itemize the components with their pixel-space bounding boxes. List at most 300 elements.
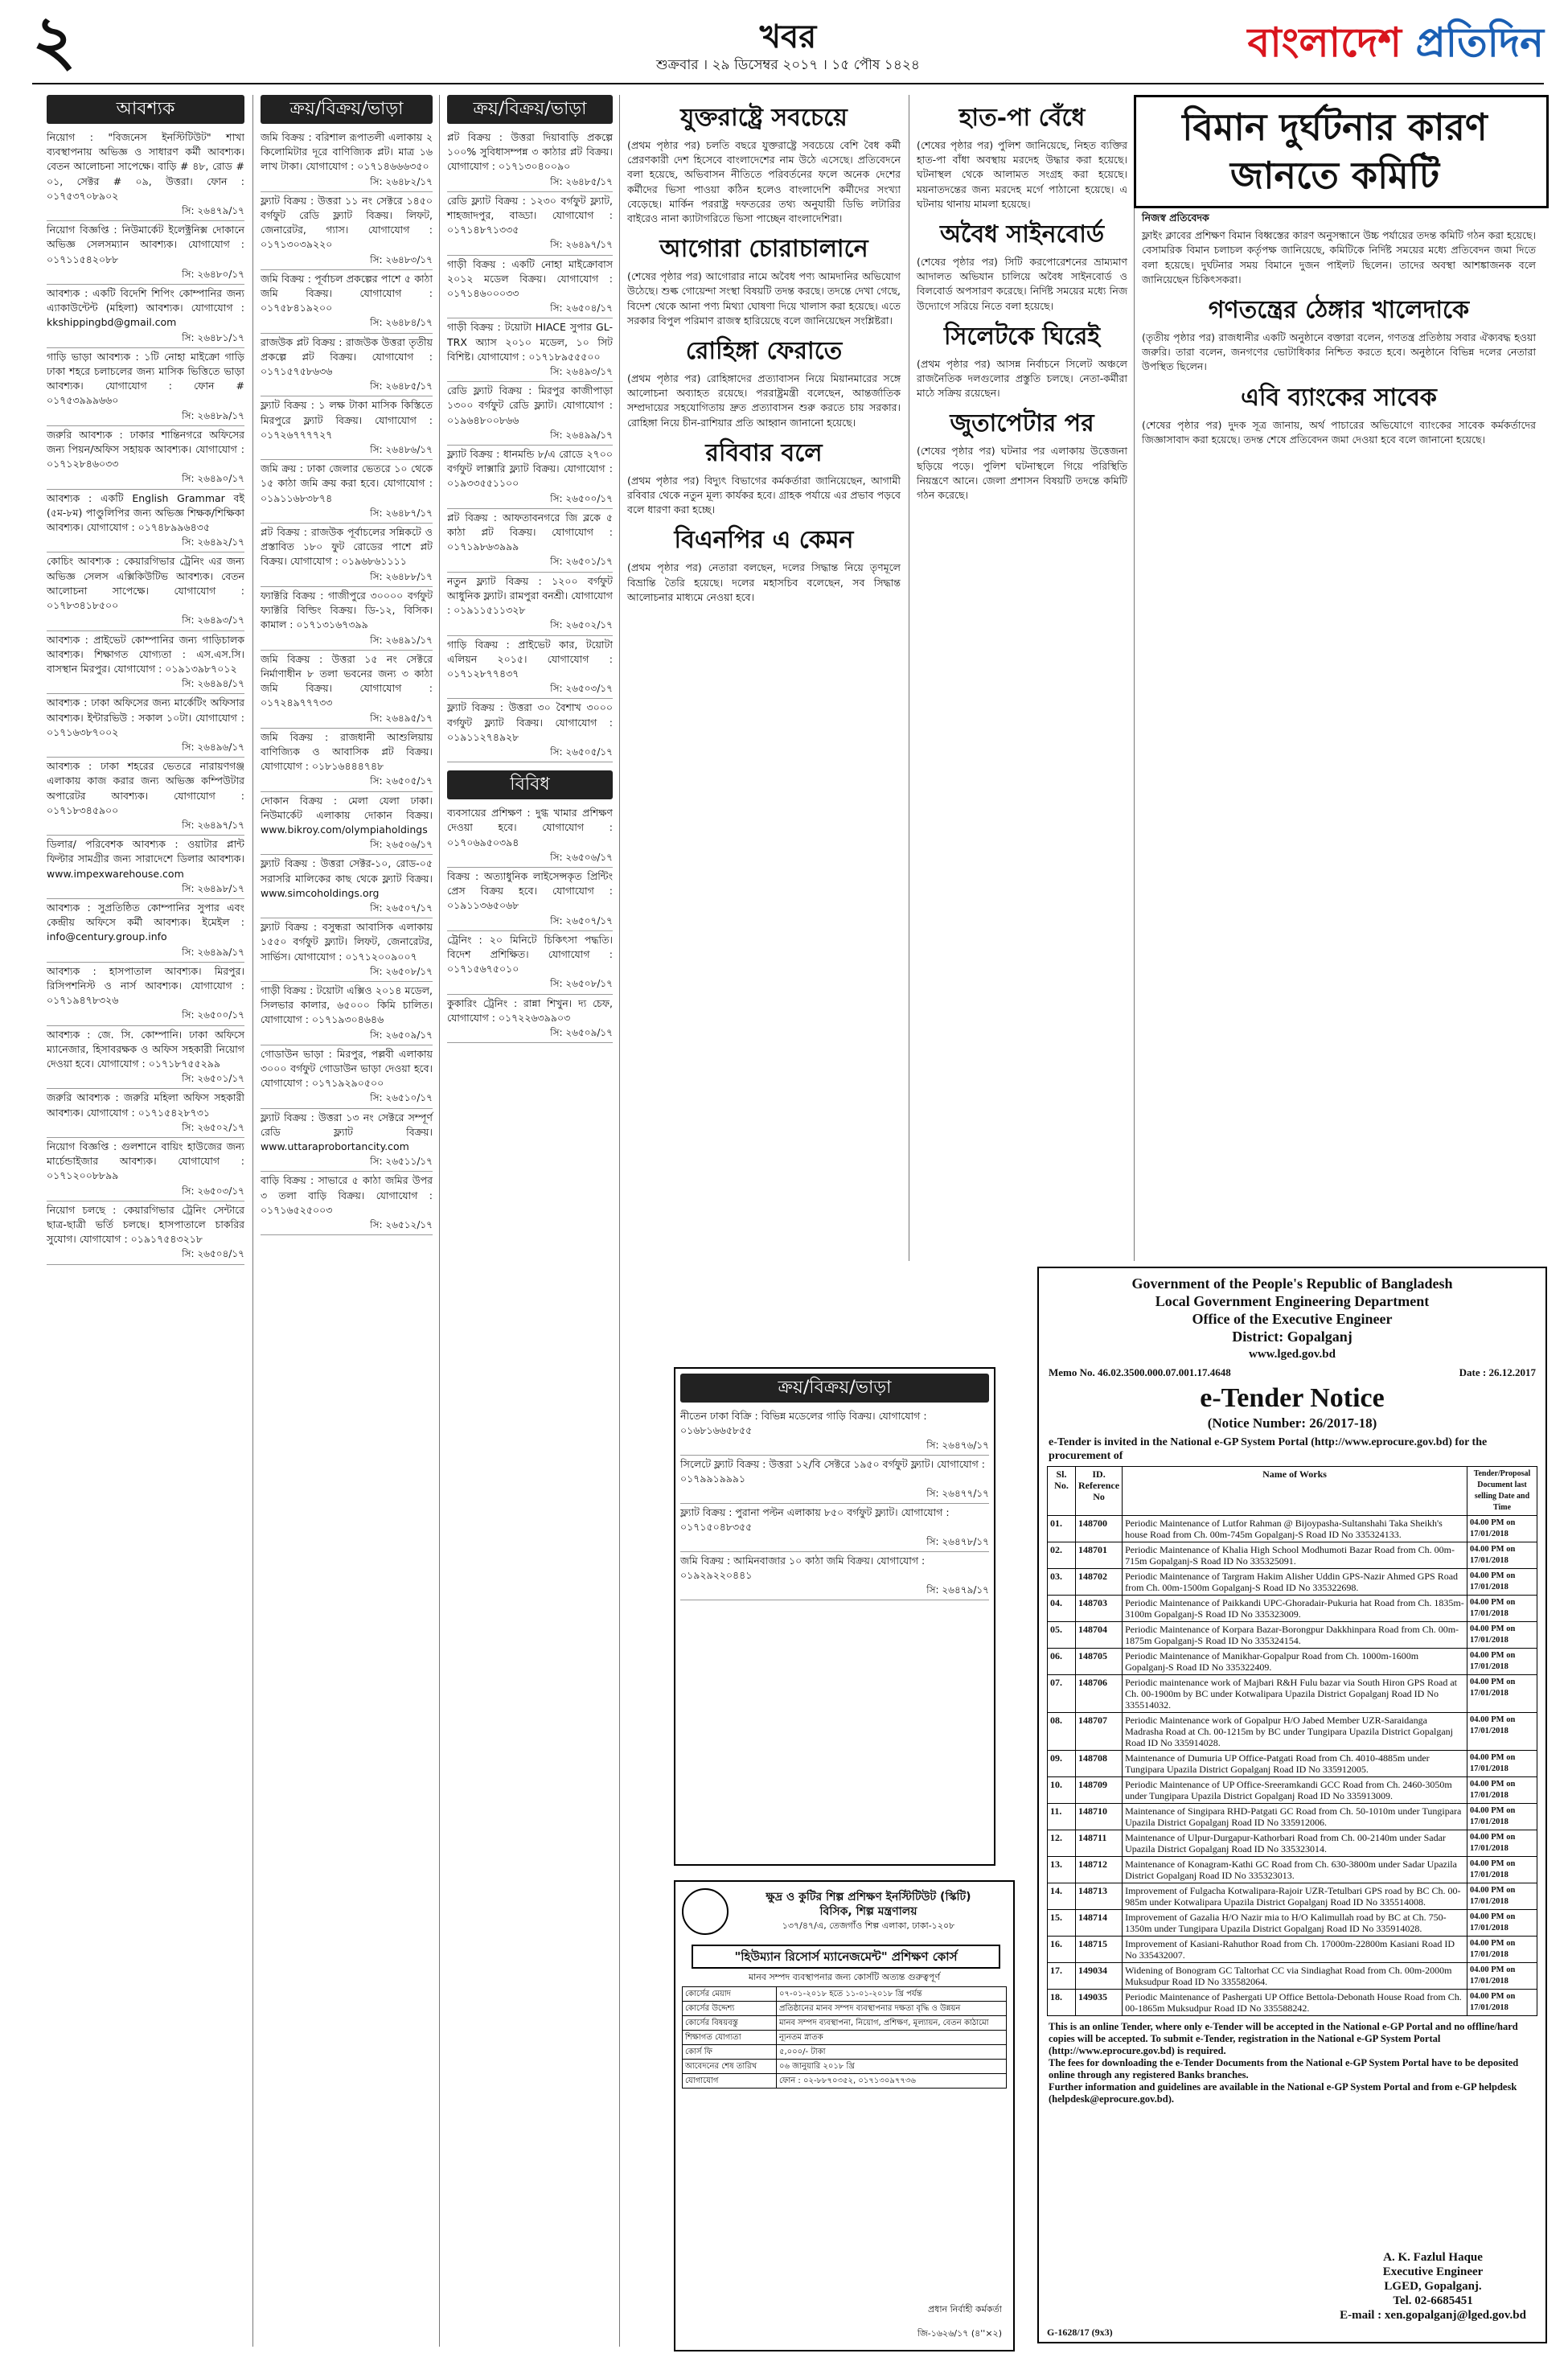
office-name: Office of the Executive Engineer (1192, 1311, 1393, 1327)
section-heading-buy-sell: ক্রয়/বিক্রয়/ভাড়া (261, 95, 433, 124)
cell-date: 04.00 PM on 17/01/2018 (1467, 1596, 1537, 1622)
classified-ad (47, 490, 244, 553)
column-divider (252, 95, 253, 2347)
col-header-name: Name of Works (1123, 1467, 1467, 1516)
tender-intro: e-Tender is invited in the National e-GP System Portal (http://www.eprocure.gov.bd) for the procurement of (1049, 1436, 1488, 1462)
cell-name: Maintenance of Singipara RHD-Patgati GC Road from Ch. 50-1010m under Tungipara Upazila District Gopalganj Road ID No 335912006. (1123, 1804, 1467, 1830)
section-heading-wanted: আবশ্যক (47, 95, 244, 124)
cell-date: 04.00 PM on 17/01/2018 (1467, 1910, 1537, 1937)
cell-sl: 13. (1048, 1857, 1076, 1883)
cell-date: 04.00 PM on 17/01/2018 (1467, 1963, 1537, 1990)
classified-text: আবশ্যক : হাসপাতাল আবশ্যক। মিরপুর। রিসিপশনিস্ট ও নার্স আবশ্যক। যোগাযোগ : ০১৭১৯৪৭৮৩২৬ (47, 964, 244, 1007)
table-row (683, 2045, 1007, 2060)
classified-ref: সি: ২৬৪৮৪/১৭ (370, 317, 433, 329)
classified-text: দোকান বিক্রয় : মেলা যেলা ঢাকা। নিউমার্কেট এলাকায় দোকান বিক্রয়। www.bikroy.com/olympiaholdings (261, 794, 433, 836)
cell-id: 148713 (1076, 1883, 1123, 1910)
institute-logo (682, 1888, 729, 1935)
classified-text: ফ্ল্যাট বিক্রয় : ১ লক্ষ টাকা মাসিক কিস্তিতে মিরপুরে ফ্ল্যাট বিক্রয়। যোগাযোগ : ০১৭২৬৭৭৭৭২৭ (261, 399, 433, 441)
classified-ad (447, 804, 613, 868)
section-title: খবর (759, 18, 817, 55)
classified-text: নীতেন ঢাকা বিক্রি : বিভিন্ন মডেলের গাড়ি বিক্রয়। যোগাযোগ : ০১৬৮১৬৬৫৮৫৫ (680, 1410, 927, 1436)
classified-ad (47, 836, 244, 899)
classified-ref: সি: ২৬৪৯২/১৭ (182, 536, 244, 548)
cell-date: 04.00 PM on 17/01/2018 (1467, 1777, 1537, 1804)
classified-ref: সি: ২৬৫০৫/১৭ (550, 745, 613, 758)
cell-id: 148701 (1076, 1542, 1123, 1569)
news-body: (প্রথম পৃষ্ঠার পর) বিদ্যুৎ বিভাগের কর্মকর্তারা জানিয়েছেন, আগামী রবিবার থেকে নতুন মূল্য কার্যকর হবে। গ্রাহক পর্যায়ে এর প্রভাব পড়বে বলে ধারণা করা হচ্ছে। (627, 474, 901, 516)
news-body: (তৃতীয় পৃষ্ঠার পর) রাজধানীর একটি অনুষ্ঠানে বক্তারা বলেন, গণতন্ত্র প্রতিষ্ঠায় সবার ঐক্যবদ্ধ হওয়া জরুরি। তারা বলেন, জনগণের ভোটাধিকার নিশ্চিত করতে হবে। অনুষ্ঠানে বিভিন্ন দলের নেতারা উপস্থিত ছিলেন। (1142, 331, 1536, 373)
cell-id: 148715 (1076, 1937, 1123, 1963)
cell-date: 04.00 PM on 17/01/2018 (1467, 1937, 1537, 1963)
classified-text: গাড়ী বিক্রয় : টয়োটা HIACE সুপার GL-TRX অ্যাস ২০১০ মডেল, ১০ সিট বিশিষ্ট। যোগাযোগ : ০১৭১৮৯৫৫৫০০ (447, 321, 613, 363)
classified-ad (680, 1407, 989, 1456)
classified-ref: সি: ২৬৫১২/১৭ (370, 1219, 433, 1231)
ad-code: G-1628/17 (9x3) (1047, 2327, 1113, 2338)
cell-id: 148702 (1076, 1569, 1123, 1596)
classified-text: প্লট বিক্রয় : আফতাবনগরে জি ব্লকে ৫ কাঠা প্লট বিক্রয়। যোগাযোগ : ০১৭১৯৮৬৩৯৯৯ (447, 511, 613, 553)
classified-ref: সি: ২৬৪৯৫/১৭ (370, 712, 433, 724)
memo-line (1039, 1363, 1545, 1382)
classified-ref: সি: ২৬৫০২/১৭ (182, 1121, 244, 1133)
classified-ad (47, 899, 244, 963)
classified-ref: সি: ২৬৪৯৩/১৭ (550, 366, 613, 378)
classified-ref: সি: ২৬৫০২/১৭ (550, 619, 613, 631)
dept-name: Local Government Engineering Department (1155, 1293, 1430, 1309)
cell-date: 04.00 PM on 17/01/2018 (1467, 1883, 1537, 1910)
classified-text: ফ্ল্যাট বিক্রয় : উত্তরা সেক্টর-১০, রোড-০৫ সরাসরি মালিকের কাছ থেকে ফ্ল্যাট বিক্রয়। www.simcoholdings.org (261, 857, 433, 899)
cell-date: 04.00 PM on 17/01/2018 (1467, 1622, 1537, 1649)
classified-ref: সি: ২৬৫০১/১৭ (550, 556, 613, 568)
news-headline: জুতাপেটার পর (950, 409, 1094, 438)
row-label: কোর্স ফি (683, 2045, 777, 2060)
classified-ref: সি: ২৬৪৯৬/১৭ (182, 741, 244, 753)
training-course-ad (674, 1880, 1015, 2351)
classified-list (447, 804, 613, 1043)
signatory-name: A. K. Fazlul Haque (1383, 2251, 1483, 2264)
classified-text: ফ্ল্যাট বিক্রয় : পুরানা পল্টন এলাকায় ৮৫০ বর্গফুট ফ্ল্যাট। যোগাযোগ : ০১৭১৫০৪৮৩৫৫ (680, 1506, 950, 1533)
cell-sl: 01. (1048, 1516, 1076, 1542)
table-row (1048, 1937, 1537, 1963)
classified-list (447, 129, 613, 762)
cell-name: Maintenance of Dumuria UP Office-Patgati Road from Ch. 4010-4885m under Tungipara Upazila District Gopalganj Road ID No 335912005. (1123, 1751, 1467, 1777)
news-headline: অবৈধ সাইনবোর্ড (939, 220, 1105, 249)
cell-sl: 15. (1048, 1910, 1076, 1937)
classified-ad (447, 192, 613, 256)
memo-date: Date : 26.12.2017 (1459, 1366, 1536, 1378)
signatory-office: LGED, Gopalganj. (1384, 2280, 1482, 2293)
cell-name: Periodic Maintenance of Pashergati UP Office Bettola-Debonath House Road from Ch. 00-1865m Muksudpur Road ID No 335588242. (1123, 1990, 1467, 2016)
classified-ad (261, 982, 433, 1045)
cell-date: 04.00 PM on 17/01/2018 (1467, 1569, 1537, 1596)
table-row (1048, 1883, 1537, 1910)
logo-part-1: বাংলাদেশ (1247, 18, 1416, 66)
classified-list (680, 1407, 989, 1600)
news-headline: রোহিঙ্গা ফেরাতে (685, 337, 843, 366)
classified-text: জমি বিক্রয় : বরিশাল রূপাতলী এলাকায় ২ কিলোমিটার দূরে বাণিজ্যিক প্লট। মাত্র ১৬ লাখ টাকা। যোগাযোগ : ০১৭১৪৬৬৬৩৫০ (261, 131, 433, 173)
row-value: ০৭-০১-২০১৮ হতে ১১-০১-২০১৮ খ্রি পর্যন্ত (777, 1987, 1007, 2002)
classified-ref: সি: ২৬৫০৬/১৭ (550, 851, 613, 863)
classified-ad (447, 931, 613, 995)
institute-address: ১৩৭/৪৭/এ, তেজগাঁও শিল্প এলাকা, ঢাকা-১২০৮ (782, 1920, 955, 1931)
classified-text: আবশ্যক : সুপ্রতিষ্ঠিত কোম্পানির সুপার এবং কেন্দ্রীয় অফিসে কর্মী আবশ্যক। ইমেইল : info@century.group.info (47, 901, 244, 943)
e-tender-notice (1037, 1267, 1547, 2343)
issue-date: শুক্রবার । ২৯ ডিসেম্বর ২০১৭ । ১৫ পৌষ ১৪২৪ (656, 57, 920, 73)
section-heading-buy-sell: ক্রয়/বিক্রয়/ভাড়া (447, 95, 613, 124)
website[interactable]: www.lged.gov.bd (1249, 1348, 1336, 1361)
news-headline: গণতন্ত্রের ঠেঙ্গার খালেদাকে (1208, 296, 1470, 325)
classified-ref: সি: ২৬৪৮৮/১৭ (370, 570, 433, 582)
classified-text: ফ্ল্যাট বিক্রয় : উত্তরা ১৩ নং সেক্টরে সম্পূর্ণ রেডি ফ্ল্যাট বিক্রয়। www.uttaraprobortancity.com (261, 1111, 433, 1152)
table-row (1048, 1649, 1537, 1675)
classified-text: জমি বিক্রয় : পূর্বাচল প্রকল্পের পাশে ৫ কাঠা জমি বিক্রয়। যোগাযোগ : ০১৭৫৮৪১৯২০০ (261, 272, 433, 314)
news-headline: যুক্তরাষ্ট্রে সবচেয়ে (680, 104, 848, 132)
table-row (1048, 1542, 1537, 1569)
classified-text: সিলেটে ফ্ল্যাট বিক্রয় : উত্তরা ১২/বি সেক্টরে ১৯৫০ বর্গফুট ফ্ল্যাট। যোগাযোগ : ০১৭৯৯১৯৯৯১ (680, 1458, 985, 1485)
ad-title (732, 1890, 1005, 1933)
ad-signature: প্রধান নির্বাহী কর্মকর্তা (927, 2304, 1002, 2314)
classified-ref: সি: ২৬৪৮২/১৭ (370, 175, 433, 187)
table-row (1048, 1910, 1537, 1937)
course-subtitle: মানব সম্পদ ব্যবস্থাপনার জন্য কোর্সটি অত্যন্ত গুরুত্বপূর্ণ (749, 1972, 940, 1982)
news-body: (প্রথম পৃষ্ঠার পর) চলতি বছরে যুক্তরাষ্ট্রে সবচেয়ে বেশি বৈধ কর্মী প্রেরণকারী দেশ হিসেবে বাংলাদেশের নাম উঠে এসেছে। প্রতিবেদনে বলা হয়েছে, অভিবাসন নীতিতে পরিবর্তনের ফলে অনেক দেশের কর্মীদের ভিসা পাওয়া কঠিন হলেও বাংলাদেশি কর্মীদের সংখ্যা বেড়েছে। মার্কিন পররাষ্ট্র দফতরের তথ্য অনুযায়ী ডিভি লটারির বাইরেও নানা ক্যাটাগরিতে ভিসা পাচ্ছেন বাংলাদেশিরা। (627, 139, 901, 225)
news-body: (প্রথম পৃষ্ঠার পর) আসন্ন নির্বাচনে সিলেট অঞ্চলে রাজনৈতিক দলগুলোর প্রস্তুতি চলছে। নেতা-কর্মীরা মাঠে সক্রিয় রয়েছেন। (917, 357, 1127, 400)
row-label: শিক্ষাগত যোগ্যতা (683, 2031, 777, 2045)
classified-ref: সি: ২৬৪৮৭/১৭ (370, 507, 433, 519)
classified-text: রেডি ফ্ল্যাট বিক্রয় : ১২৩০ বর্গফুট ফ্ল্যাট, শাহজাদপুর, বাড্ডা। যোগাযোগ : ০১৭১৪৮৭১৩৩৫ (447, 194, 613, 236)
lead-headline: বিমান দুর্ঘটনার কারণ জানতে কমিটি (1182, 105, 1488, 197)
classified-ref: সি: ২৬৫০৭/১৭ (370, 902, 433, 914)
classified-ad (680, 1504, 989, 1552)
classified-ad (261, 1172, 433, 1235)
classified-column-1 (47, 95, 244, 1265)
classified-text: ফ্ল্যাট বিক্রয় : ধানমন্ডি ৮/এ রোডে ২৭০০ বর্গফুট লাক্সারি ফ্ল্যাট বিক্রয়। যোগাযোগ : ০১৯৩৩৫৫১১০০ (447, 448, 613, 490)
table-row (1048, 1804, 1537, 1830)
row-label: কোর্সের উদ্দেশ্য (683, 2002, 777, 2016)
classified-ad (261, 270, 433, 334)
classified-ad (47, 1138, 244, 1201)
row-value: প্রতিষ্ঠানের মানব সম্পদ ব্যবস্থাপনার দক্ষতা বৃদ্ধি ও উন্নয়ন (777, 2002, 1007, 2016)
classified-ad (261, 129, 433, 192)
classified-ref: সি: ২৬৫০৪/১৭ (550, 302, 613, 314)
classified-column-3 (447, 95, 613, 1043)
classified-ref: সি: ২৬৪৯৩/১৭ (182, 614, 244, 626)
classified-ref: সি: ২৬৪৮৫/১৭ (550, 175, 613, 187)
table-row (683, 1987, 1007, 2002)
table-row (683, 2016, 1007, 2031)
cell-sl: 12. (1048, 1830, 1076, 1857)
cell-name: Maintenance of Konagram-Kathi GC Road from Ch. 630-3800m under Sadar Upazila District Gopalganj Road ID No 335323013. (1123, 1857, 1467, 1883)
news-headline: হাত-পা বেঁধে (958, 104, 1086, 132)
news-body: (প্রথম পৃষ্ঠার পর) রোহিঙ্গাদের প্রত্যাবাসন নিয়ে মিয়ানমারের সঙ্গে আলোচনা অব্যাহত রয়েছে। পররাষ্ট্রমন্ত্রী বলেছেন, আন্তর্জাতিক সম্প্রদায়ের সহযোগিতায় দ্রুত প্রত্যাবাসন শুরু করতে চায় সরকার। রোহিঙ্গা নিয়ে চীন-রাশিয়ার প্রতি আহ্বান জানানো হয়েছে। (627, 372, 901, 429)
section-heading-misc: বিবিধ (447, 770, 613, 799)
cell-sl: 02. (1048, 1542, 1076, 1569)
classified-text: আবশ্যক : ঢাকা অফিসের জন্য মার্কেটিং অফিসার আবশ্যক। ইন্টারভিউ : সকাল ১০টা। যোগাযোগ : ০১৭১৬৩৮৭০০২ (47, 696, 244, 738)
classified-ad (47, 1026, 244, 1090)
cell-sl: 07. (1048, 1675, 1076, 1713)
classified-ad (47, 221, 244, 285)
news-headline: বিএনপির এ কেমন (674, 526, 854, 555)
notice-title: e-Tender Notice (1200, 1383, 1385, 1413)
cell-name: Periodic Maintenance of Lutfor Rahman @ Bijoypasha-Sultanshahi Taka Sheikh's house Road from Ch. 00m-745m Gopalganj-S Road ID No 335324133. (1123, 1516, 1467, 1542)
classified-ref: সি: ২৬৫০৪/১৭ (182, 1248, 244, 1260)
cell-name: Periodic Maintenance of Paikkandi UPC-Ghoradair-Pukuria hat Road from Ch. 1835m-3100m Gopalganj-S Road ID No 335323009. (1123, 1596, 1467, 1622)
classified-ad (447, 636, 613, 700)
classified-ref: সি: ২৬৪৯৮/১৭ (182, 882, 244, 894)
classified-ad (447, 446, 613, 509)
classified-ref: সি: ২৬৫০৭/১৭ (550, 914, 613, 926)
classified-text: কুকারিং ট্রেনিং : রান্না শিখুন। দ্য চেফ, যোগাযোগ : ০১৭২২৬৩৯৯০৩ (447, 996, 613, 1024)
classified-text: ফ্ল্যাট বিক্রয় : বসুন্ধরা আবাসিক এলাকায় ১৫৫০ বর্গফুট ফ্ল্যাট। লিফট, জেনারেটর, সার্ভিস। যোগাযোগ : ০১৭১২০০৯০০৭ (261, 921, 433, 963)
classified-text: নিয়োগ বিজ্ঞপ্তি : গুলশানে বায়িং হাউজের জন্য মার্চেন্ডাইজার আবশ্যক। যোগাযোগ : ০১৭১২০০৮৮৯৯ (47, 1140, 244, 1182)
classified-ref: সি: ২৬৪৮৬/১৭ (370, 444, 433, 456)
classified-ad (447, 382, 613, 446)
table-row (1048, 1830, 1537, 1857)
column-divider (619, 95, 620, 2347)
classified-ad (447, 509, 613, 573)
row-label: কোর্সের মেয়াদ (683, 1987, 777, 2002)
classified-text: জরুরি আবশ্যক : ঢাকার শান্তিনগরে অফিসের জন্য পিয়ন/অফিস সহায়ক আবশ্যক। যোগাযোগ : ০১৭১২৮৪৬০৩৩ (47, 428, 244, 470)
row-value: মানব সম্পদ ব্যবস্থাপনা, নিয়োগ, প্রশিক্ষণ, মূল্যায়ন, বেতন কাঠামো (777, 2016, 1007, 2031)
classified-ad (261, 1109, 433, 1173)
news-column-3 (1142, 211, 1536, 450)
cell-date: 04.00 PM on 17/01/2018 (1467, 1713, 1537, 1751)
news-body: (শেষের পৃষ্ঠার পর) পুলিশ জানিয়েছে, নিহত ব্যক্তির হাত-পা বাঁধা অবস্থায় মরদেহ উদ্ধার করা হয়েছে। ঘটনাস্থল থেকে আলামত সংগ্রহ করা হয়েছে। ময়নাতদন্তের জন্য মরদেহ মর্গে পাঠানো হয়েছে। এ ঘটনায় থানায় মামলা হয়েছে। (917, 139, 1127, 210)
cell-date: 04.00 PM on 17/01/2018 (1467, 1675, 1537, 1713)
cell-id: 148714 (1076, 1910, 1123, 1937)
masthead (32, 0, 1544, 84)
classified-text: নিয়োগ চলছে : কেয়ারগিভার ট্রেনিং সেন্টারে ছাত্র-ছাত্রী ভর্তি চলছে। হাসপাতালে চাকরির সুযোগ। যোগাযোগ : ০১৯১৭৫৪৩২১৮ (47, 1203, 244, 1246)
news-column-1 (627, 95, 901, 608)
classified-ref: সি: ২৬৪৯৯/১৭ (182, 946, 244, 958)
row-value: ৫,০০০/- টাকা (777, 2045, 1007, 2060)
classified-text: ট্রেনিং : ২০ মিনিটে চিকিৎসা পদ্ধতি। বিদেশ প্রশিক্ষিত। যোগাযোগ : ০১৭১৫৬৭৫০১০ (447, 933, 613, 975)
cell-date: 04.00 PM on 17/01/2018 (1467, 1542, 1537, 1569)
classified-ad (447, 129, 613, 192)
cell-sl: 16. (1048, 1937, 1076, 1963)
classified-text: প্লট বিক্রয় : উত্তরা দিয়াবাড়ি প্রকল্পে ১০০% সুবিধাসম্পন্ন ৩ কাঠার প্লট বিক্রয়। যোগাযোগ : ০১৭১৩০৪০০৯০ (447, 131, 613, 173)
classified-text: আবশ্যক : প্রাইভেট কোম্পানির জন্য গাড়িচালক আবশ্যক। শিক্ষাগত যোগ্যতা : এস.এস.সি। বাসস্থান মিরপুর। যোগাযোগ : ০১৯১৩৯৮৭০১২ (47, 633, 244, 675)
classified-text: গাড়ী বিক্রয় : একটি নোহা মাইক্রোবাস ২০১২ মডেল বিক্রয়। যোগাযোগ : ০১৭১৪৬০০০৩৩ (447, 257, 613, 300)
classified-ad (47, 694, 244, 758)
classified-ref: সি: ২৬৫০৩/১৭ (550, 683, 613, 695)
cell-name: Periodic Maintenance of Targram Hakim Alisher Uddin GPS-Nazir Ahmed GPS Road from Ch. 00m-1500m Gopalganj-S Road ID No 335322698. (1123, 1569, 1467, 1596)
tender-note: This is an online Tender, where only e-Tender will be accepted in the National e-GP Portal and no offline/hard copies will be accepted. To submit e-Tender, registration in the National e-GP System Portal (http://www.eprocure.gov.bd) is required. (1049, 2021, 1518, 2056)
classified-text: গাড়ী বিক্রয় : টয়োটা এক্সিও ২০১৪ মডেল, সিলভার কালার, ৬৫০০০ কিমি চালিত। যোগাযোগ : ০১৭১৯৩০৪৬৪৬ (261, 984, 433, 1026)
course-details-table (682, 1986, 1007, 2089)
classified-ref: সি: ২৬৪৮১/১৭ (182, 331, 244, 343)
classified-text: আবশ্যক : একটি বিদেশি শিপিং কোম্পানির জন্য এ্যাকাউন্টেন্ট (মহিলা) আবশ্যক। যোগাযোগ : kkshippingbd@gmail.com (47, 287, 244, 329)
classified-ref: সি: ২৬৫১১/১৭ (370, 1156, 433, 1168)
classified-ad (47, 426, 244, 490)
cell-name: Periodic maintenance work of Majbari R&H Fulu bazar via South Hiron GPS Road at Ch. 00-1900m by BC under Kotwalipara Upazila District Gopalganj Road ID No 335514032. (1123, 1675, 1467, 1713)
classified-list (47, 129, 244, 1265)
cell-id: 148712 (1076, 1857, 1123, 1883)
classified-text: আবশ্যক : জে. সি. কোম্পানি। ঢাকা অফিসে ম্যানেজার, হিসাবরক্ষক ও অফিস সহকারী নিয়োগ দেওয়া হবে। যোগাযোগ : ০১৭১৮৭৫৫২৯৯ (47, 1028, 244, 1070)
classified-text: কোচিং আবশ্যক : কেয়ারগিভার ট্রেনিং এর জন্য অভিজ্ঞ সেলস এক্সিকিউটিভ আবশ্যক। বেতন আলোচনা সাপেক্ষে। যোগাযোগ : ০১৭৮৩৪১৮৫০০ (47, 555, 244, 612)
logo-part-2: প্রতিদিন (1415, 18, 1544, 66)
classified-ref: সি: ২৬৫০৯/১৭ (550, 1026, 613, 1038)
tender-notes (1039, 2016, 1545, 2105)
classified-ref: সি: ২৬৪৭৬/১৭ (926, 1440, 989, 1451)
cell-name: Widening of Bonogram GC Taltorhat CC via Sindiaghat Road from Ch. 00m-2000m Muksudpur Road ID No 335582064. (1123, 1963, 1467, 1990)
col-header-sl: Sl. No. (1048, 1467, 1076, 1516)
classified-ref: সি: ২৬৫০৯/১৭ (370, 1029, 433, 1041)
page-number: ২ (32, 0, 76, 80)
col-header-id: ID. Reference No (1076, 1467, 1123, 1516)
ad-code: জি-১৬২৬/১৭ (৪''×২) (917, 2328, 1002, 2339)
classified-text: রেডি ফ্ল্যাট বিক্রয় : মিরপুর কাজীপাড়া ১৩০০ বর্গফুট রেডি ফ্ল্যাট। যোগাযোগ : ০১৯৬৪৮০০৮৬৬ (447, 384, 613, 426)
table-row (1048, 1516, 1537, 1542)
classified-ad (261, 587, 433, 651)
cell-sl: 18. (1048, 1990, 1076, 2016)
classified-ad (47, 758, 244, 836)
cell-id: 148706 (1076, 1675, 1123, 1713)
classified-text: গাড়ি ভাড়া আবশ্যক : ১টি নোহা মাইক্রো গাড়ি ঢাকা শহরে চলাচলের জন্য মাসিক ভিত্তিতে ভাড়া আবশ্যক। যোগাযোগ : ফোন # ০১৭৫৩৯৯৯৬৬০ (47, 350, 244, 407)
cell-sl: 17. (1048, 1963, 1076, 1990)
signatory-email[interactable]: E-mail : xen.gopalganj@lged.gov.bd (1340, 2309, 1526, 2322)
memo-number: Memo No. 46.02.3500.000.07.001.17.4648 (1049, 1366, 1231, 1378)
column-divider (1134, 95, 1135, 1261)
classified-ref: সি: ২৬৫০৬/১৭ (370, 839, 433, 851)
classified-ad (47, 129, 244, 221)
table-row (1048, 1675, 1537, 1713)
classified-ref: সি: ২৬৫০১/১৭ (182, 1073, 244, 1085)
news-headline: এবি ব্যাংকের সাবেক (1241, 383, 1437, 412)
cell-name: Improvement of Gazalia H/O Nazir mia to H/O Kalimullah road by BC at Ch. 750-1350m under Tungipara Upazila District Gopalganj Road ID No 335914028. (1123, 1910, 1467, 1937)
cell-sl: 08. (1048, 1713, 1076, 1751)
gov-name: Government of the People's Republic of Bangladesh (1131, 1275, 1453, 1292)
classified-ref: সি: ২৬৫১০/১৭ (370, 1092, 433, 1104)
cell-id: 149035 (1076, 1990, 1123, 2016)
news-body: (প্রথম পৃষ্ঠার পর) নেতারা বলছেন, দলের সিদ্ধান্ত নিয়ে তৃণমূলে বিভ্রান্তি তৈরি হয়েছে। দলের মহাসচিব বলেছেন, সব সিদ্ধান্ত আলোচনার মাধ্যমে নেওয়া হবে। (627, 561, 901, 603)
classified-ad (261, 1045, 433, 1109)
cell-name: Periodic Maintenance work of Gopalpur H/O Jabed Member UZR-Saraidanga Madrasha Road at Ch. 00-1215m by BC under Tungipara Upazila District Gopalganj Road ID No 335914028. (1123, 1713, 1467, 1751)
cell-date: 04.00 PM on 17/01/2018 (1467, 1751, 1537, 1777)
classified-ad (680, 1552, 989, 1600)
cell-sl: 14. (1048, 1883, 1076, 1910)
classified-ref: সি: ২৬৫০০/১৭ (182, 1009, 244, 1021)
classified-ad (47, 348, 244, 426)
column-divider (439, 95, 440, 2347)
classified-ref: সি: ২৬৪৭৯/১৭ (182, 205, 244, 217)
tender-note: Further information and guidelines are available in the National e-GP System Portal and from e-GP helpdesk (helpdesk@eprocure.gov.bd). (1049, 2081, 1517, 2105)
classified-text: নতুন ফ্ল্যাট বিক্রয় : ১২০০ বর্গফুট আধুনিক ফ্ল্যাট। রামপুরা বনশ্রী। যোগাযোগ : ০১৯১১৫১১৩২৮ (447, 574, 613, 617)
classified-ref: সি: ২৬৪৮৫/১৭ (370, 380, 433, 392)
cell-sl: 03. (1048, 1569, 1076, 1596)
classified-ad (261, 396, 433, 460)
classified-ad (447, 573, 613, 636)
table-row (683, 2060, 1007, 2074)
classified-ref: সি: ২৬৪৯৭/১৭ (550, 239, 613, 251)
cell-date: 04.00 PM on 17/01/2018 (1467, 1516, 1537, 1542)
cell-id: 148700 (1076, 1516, 1123, 1542)
signatory-title: Executive Engineer (1382, 2265, 1484, 2278)
classified-ref: সি: ২৬৫০৮/১৭ (370, 965, 433, 977)
classified-text: বাড়ি বিক্রয় : সাভারে ৫ কাঠা জমির উপর ৩ তলা বাড়ি বিক্রয়। যোগাযোগ : ০১৭১৬৫২৫০০৩ (261, 1174, 433, 1216)
table-row (1048, 1777, 1537, 1804)
classified-ad (47, 285, 244, 348)
cell-name: Periodic Maintenance of Manikhar-Gopalpur Road from Ch. 1000m-1600m Gopalganj-S Road ID No 335322409. (1123, 1649, 1467, 1675)
cell-date: 04.00 PM on 17/01/2018 (1467, 1649, 1537, 1675)
classified-ref: সি: ২৬৪৯০/১৭ (182, 473, 244, 485)
section-heading-buy-sell: ক্রয়/বিক্রয়/ভাড়া (680, 1374, 989, 1403)
table-row (1048, 1622, 1537, 1649)
classified-ad (261, 334, 433, 397)
classified-text: ব্যবসায়ের প্রশিক্ষণ : দুগ্ধ খামার প্রশিক্ষণ দেওয়া হবে। যোগাযোগ : ০১৭০৬৯৫০৩৯৪ (447, 807, 613, 848)
classified-text: গাড়ি বিক্রয় : প্রাইভেট কার, টয়োটা এলিয়ন ২০১৫। যোগাযোগ : ০১৭১২৮৭৭৪৩৭ (447, 638, 613, 680)
table-row (1048, 1713, 1537, 1751)
classified-ad (261, 524, 433, 587)
row-label: যোগাযোগ (683, 2074, 777, 2089)
classified-ref: সি: ২৬৪৮৯/১৭ (182, 409, 244, 421)
classified-ref: সি: ২৬৪৯১/১৭ (370, 634, 433, 646)
institute-name: ক্ষুদ্র ও কুটির শিল্প প্রশিক্ষণ ইনস্টিটিউট (স্কিটি) (766, 1891, 971, 1904)
classified-ref: সি: ২৬৪৭৭/১৭ (926, 1488, 989, 1499)
cell-name: Maintenance of Ulpur-Durgapur-Kathorbari Road from Ch. 00-2140m under Sadar Upazila District Gopalganj Road ID No 335323014. (1123, 1830, 1467, 1857)
works-table (1047, 1466, 1537, 2016)
table-row (1048, 1857, 1537, 1883)
classified-ad (447, 995, 613, 1044)
table-row (1048, 1963, 1537, 1990)
news-headline: আগোরা চোরাচালানে (659, 235, 868, 264)
notice-number: (Notice Number: 26/2017-18) (1207, 1415, 1377, 1431)
cell-id: 148708 (1076, 1751, 1123, 1777)
cell-date: 04.00 PM on 17/01/2018 (1467, 1830, 1537, 1857)
signature-block (1340, 2250, 1526, 2323)
classified-column-2 (261, 95, 433, 1235)
classified-ref: সি: ২৬৫০৩/১৭ (182, 1185, 244, 1197)
classified-ad (261, 855, 433, 918)
classified-text: জমি বিক্রয় : আমিনবাজার ১০ কাঠা জমি বিক্রয়। যোগাযোগ : ০১৯২৯২২০৪৪১ (680, 1555, 926, 1581)
classified-ref: সি: ২৬৪৯৭/১৭ (182, 819, 244, 831)
classified-text: ফ্ল্যাট বিক্রয় : উত্তরা ৩০ বৈশাখ ৩০০০ বর্গফুট ফ্ল্যাট বিক্রয়। যোগাযোগ : ০১৯১১২৭৪৯২৮ (447, 701, 613, 743)
classified-ad (261, 651, 433, 729)
classified-text: নিয়োগ বিজ্ঞপ্তি : নিউমার্কেট ইলেক্ট্রনিক্স দোকানে অভিজ্ঞ সেলসম্যান আবশ্যক। যোগাযোগ : ০১৭১১৫৪২০৮৮ (47, 224, 244, 265)
row-label: কোর্সের বিষয়বস্তু (683, 2016, 777, 2031)
cell-name: Improvement of Kasiani-Rahuthor Road from Ch. 17000m-22800m Kasiani Road ID No 335432007. (1123, 1937, 1467, 1963)
classified-ad (47, 1089, 244, 1138)
classified-text: জরুরি আবশ্যক : জরুরি মহিলা অফিস সহকারী আবশ্যক। যোগাযোগ : ০১৭১৫৪২৮৭৩১ (47, 1091, 244, 1119)
cell-id: 148711 (1076, 1830, 1123, 1857)
col-header-date: Tender/Proposal Document last selling Date and Time (1467, 1467, 1537, 1516)
classified-ref: সি: ২৬৫০০/১৭ (550, 492, 613, 504)
classified-text: ফ্ল্যাট বিক্রয় : উত্তরা ১১ নং সেক্টরে ১৪৫০ বর্গফুট রেডি ফ্ল্যাট বিক্রয়। লিফট, জেনারেটর, গ্যাস। যোগাযোগ : ০১৭১৩০৩৯২২০ (261, 194, 433, 251)
table-row (683, 2031, 1007, 2045)
signatory-phone: Tel. 02-6685451 (1393, 2294, 1473, 2307)
newspaper-logo (1247, 13, 1544, 80)
row-label: আবেদনের শেষ তারিখ (683, 2060, 777, 2074)
news-headline: রবিবার বলে (705, 438, 823, 467)
cell-date: 04.00 PM on 17/01/2018 (1467, 1857, 1537, 1883)
classified-ad (47, 963, 244, 1026)
classified-ad (47, 1201, 244, 1265)
table-row (683, 2002, 1007, 2016)
classified-ref: সি: ২৬৪৭৮/১৭ (926, 1536, 989, 1547)
classified-list (261, 129, 433, 1235)
cell-id: 149034 (1076, 1963, 1123, 1990)
cell-id: 148704 (1076, 1622, 1123, 1649)
classified-ad (680, 1456, 989, 1504)
cell-id: 148703 (1076, 1596, 1123, 1622)
classified-text: প্লট বিক্রয় : রাজউক পূর্বাচলের সন্নিকটে ও প্রস্তাবিত ১৮০ ফুট রোডের পাশে প্লট বিক্রয়। যোগাযোগ : ০১৯৬৮৬১১১১ (261, 526, 433, 568)
ministry-name: বিসিক, শিল্প মন্ত্রণালয় (819, 1905, 917, 1918)
news-body: (শেষের পৃষ্ঠার পর) আগোরার নামে অবৈধ পণ্য আমদানির অভিযোগ উঠেছে। শুল্ক গোয়েন্দা সংস্থা বিষয়টি তদন্ত করছে। তদন্তে দেখা গেছে, বিদেশ থেকে আনা পণ্য মিথ্যা ঘোষণা দিয়ে খালাস করা হয়েছে। এতে সরকার বিপুল পরিমাণ রাজস্ব হারিয়েছে বলে জানিয়েছেন সংশ্লিষ্টরা। (627, 270, 901, 327)
classified-ref: সি: ২৬৪৭৯/১৭ (926, 1584, 989, 1596)
classified-ref: সি: ২৬৫০৮/১৭ (550, 978, 613, 990)
classified-ref: সি: ২৬৫০৫/১৭ (370, 775, 433, 787)
cell-sl: 04. (1048, 1596, 1076, 1622)
cell-name: Periodic Maintenance of Khalia High School Modhumoti Bazar Road from Ch. 00m-715m Gopalganj-S Road ID No 335325091. (1123, 1542, 1467, 1569)
